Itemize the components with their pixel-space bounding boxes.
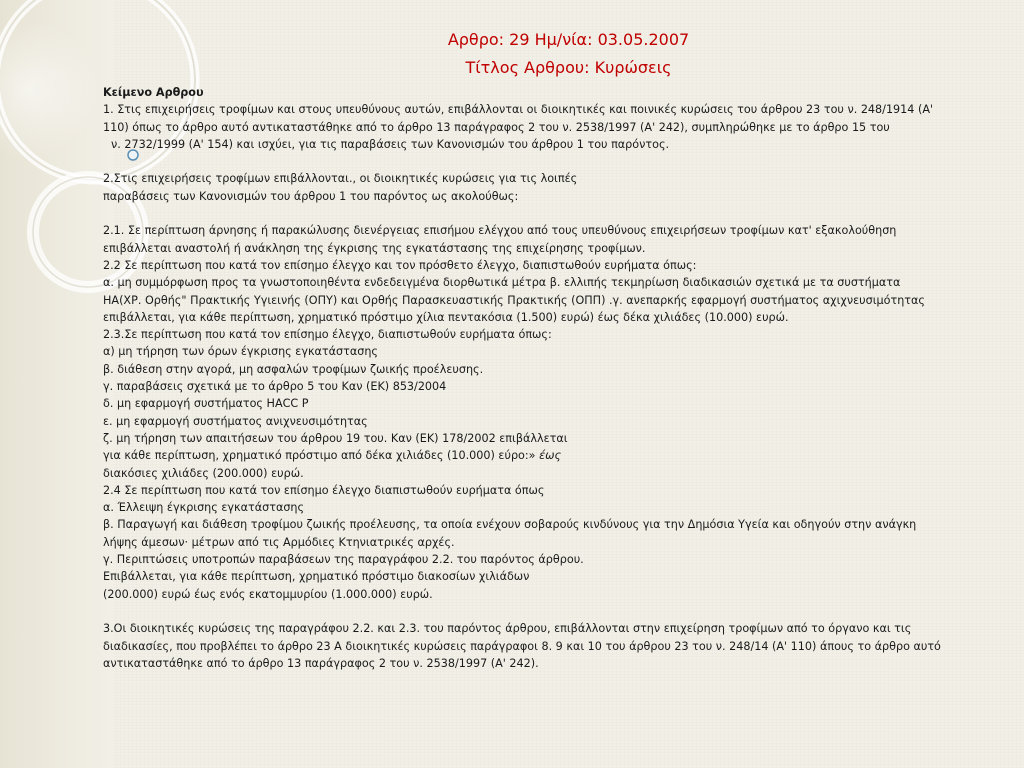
body-line: επιβάλλεται, για κάθε περίπτωση, χρηματικό πρόστιμο χίλια πεντακόσια (1.500) ευρώ) έως δέκα χιλιάδες (10.000) ευρώ. — [103, 310, 789, 324]
body-line: 2.3.Σε περίπτωση που κατά τον επίσημο έλεγχο, διαπιστωθούν ευρήματα όπως: — [103, 328, 552, 342]
body-line: 2.Στις επιχειρήσεις τροφίμων επιβάλλονται., οι διοικητικές κυρώσεις για τις λοιπές — [103, 172, 578, 186]
article-body — [103, 84, 983, 672]
body-heading: Κείμενο Αρθρου — [103, 86, 204, 99]
body-line: επιβάλλεται αναστολή ή ανάκληση της έγκρισης της εγκατάστασης της επιχείρησης τροφίμων. — [103, 241, 646, 255]
body-line: α. Έλλειψη έγκρισης εγκατάστασης — [103, 501, 305, 515]
body-line: παραβάσεις των Κανονισμών του άρθρου 1 του παρόντος ως ακολούθως: — [103, 189, 519, 203]
body-line: λήψης άμεσων· μέτρων από τις Αρμόδιες Κτηνιατρικές αρχές. — [103, 535, 455, 549]
body-line: διαδικασίες, που προβλέπει το άρθρο 23 Α διοικητικές κυρώσεις παράγραφοι 8. 9 και 10 του άρθρου 23 του ν. 248/14 (Α' 110) άπους το άρθρο αυτό — [103, 639, 941, 653]
body-line: δ. μη εφαρμογή συστήματος ΗΑCC P — [103, 397, 309, 411]
body-line: 2.2 Σε περίπτωση που κατά τον επίσημο έλεγχο και τον πρόσθετο έλεγχο, διαπιστωθούν ευρήματα όπως: — [103, 258, 697, 272]
body-line: ζ. μη τήρηση των απαιτήσεων του άρθρου 19 του. Καν (ΕΚ) 178/2002 επιβάλλεται — [103, 431, 568, 445]
body-line-text: για κάθε περίπτωση, χρηματικό πρόστιμο από δέκα χιλιάδες (10.000) εύρο:» — [103, 449, 536, 463]
body-line: 2.4 Σε περίπτωση που κατά τον επίσημο έλεγχο διαπιστωθούν ευρήματα όπως — [103, 483, 545, 497]
article-title: Τίτλος Αρθρου: Κυρώσεις — [465, 58, 672, 77]
body-line: 2.1. Σε περίπτωση άρνησης ή παρακώλυσης διενέργειας επισήμου ελέγχου από τους υπευθύνους επιχειρήσεων τροφίμων κατ' εξακολούθηση — [103, 224, 897, 238]
body-line: β. Παραγωγή και διάθεση τροφίμου ζωικής προέλευσης, τα οποία ενέχουν σοβαρούς κινδύνους για την Δημόσια Υγεία και οδηγούν στην ανάγκη — [103, 518, 917, 532]
body-line: ν. 2732/1999 (Α' 154) και ισχύει, για τις παραβάσεις των Κανονισμών του άρθρου 1 του παρόντος. — [111, 137, 670, 151]
body-line: α) μη τήρηση των όρων έγκρισης εγκατάστασης — [103, 345, 378, 359]
body-line: ΗΑ(ΧΡ. Ορθής" Πρακτικής Υγιεινής (ΟΠΥ) και Ορθής Παρασκευαστικής Πρακτικής (ΟΠΠ) .γ. ανεπαρκής εφαρμογή συστήματος αχιχνευσιμότητας — [103, 293, 925, 307]
body-line: 1. Στις επιχειρήσεις τροφίμων και στους υπευθύνους αυτών, επιβάλλονται οι διοικητικές και ποινικές κυρώσεις του άρθρου 23 του ν. 248/1914 (Α' — [103, 103, 934, 117]
body-line: 3.Οι διοικητικές κυρώσεις της παραγράφου 2.2. και 2.3. του παρόντος άρθρου, επιβάλλονται στην επιχείρηση τροφίμων από το όργανο και τις — [103, 622, 912, 636]
body-line — [103, 153, 983, 170]
body-line: (200.000) ευρώ έως ενός εκατομμυρίου (1.000.000) ευρώ. — [103, 587, 433, 601]
body-line — [103, 447, 983, 464]
body-line: γ. παραβάσεις σχετικά με το άρθρο 5 του Καν (ΕΚ) 853/2004 — [103, 380, 447, 394]
body-line: διακόσιες χιλιάδες (200.000) ευρώ. — [103, 466, 304, 480]
body-line: γ. Περιπτώσεις υποτροπών παραβάσεων της παραγράφου 2.2. του παρόντος άρθρου. — [103, 553, 584, 567]
article-number-date: Αρθρο: 29 Ημ/νία: 03.05.2007 — [447, 30, 690, 49]
body-line — [103, 603, 983, 620]
body-line: α. μη συμμόρφωση προς τα γνωστοποιηθέντα ενδεδειγμένα διορθωτικά μέτρα β. ελλιπής τεκμηρίωση διαδικασιών σχετικά με τα συστήματα — [103, 276, 901, 290]
body-line: αντικαταστάθηκε από το άρθρο 13 παράγραφος 2 του ν. 2538/1997 (Α' 242). — [103, 656, 539, 670]
italic-word: έως — [539, 449, 562, 463]
body-line: 110) όπως το άρθρο αυτό αντικαταστάθηκε από το άρθρο 13 παράγραφος 2 του ν. 2538/1997 (Α' 242), συμπληρώθηκε με το άρθρο 15 του — [103, 120, 890, 134]
body-line: ε. μη εφαρμογή συστήματος ανιχνευσιμότητας — [103, 414, 368, 428]
body-line: Επιβάλλεται, για κάθε περίπτωση, χρηματικό πρόστιμο διακοσίων χιλιάδων — [103, 570, 530, 584]
body-line: β. διάθεση στην αγορά, μη ασφαλών τροφίμων ζωικής προέλευσης. — [103, 362, 484, 376]
body-line — [103, 205, 983, 222]
